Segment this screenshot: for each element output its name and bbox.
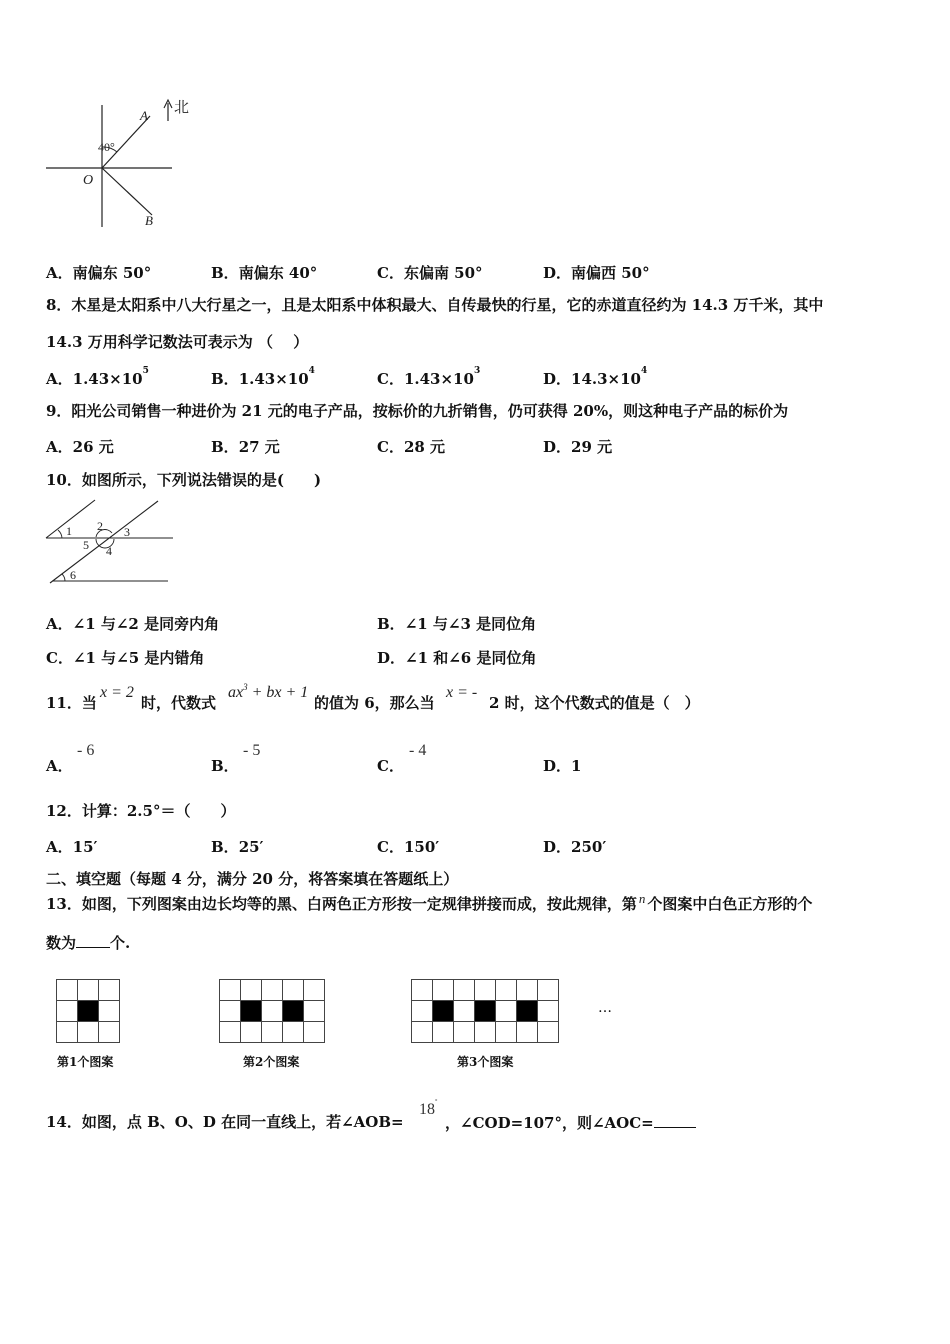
q11-expression: $ax^3$ + bx + 1 [228,682,309,701]
q10-option-d[interactable]: D．∠1 和∠6 是同位角 [377,649,537,667]
angle-2-label: 2 [97,519,103,533]
q14-stem-a: 14．如图，点 B、O、D 在同一直线上，若∠AOB= [46,1113,404,1131]
point-b-label: B [145,213,153,228]
q14-stem-b: ，∠COD=107°，则∠AOC= [445,1113,696,1132]
q11-condition-x-eq-neg: x = - [446,684,478,701]
angle-6-label: 6 [70,568,76,582]
angle-3-label: 3 [124,525,130,539]
q14-answer-blank[interactable] [654,1113,696,1128]
q13-answer-blank[interactable] [76,933,110,948]
q8-stem-line1: 8．木星是太阳系中八大行星之一，且是太阳系中体积最大、自传最快的行星，它的赤道直径约为 14.3 万千米，其中 [46,296,824,314]
q11-option-c-value: - 4 [409,742,427,759]
q7-option-a[interactable]: A．南偏东 50° [46,264,152,282]
q8-stem-line2: 14.3 万用科学记数法可表示为 （ ） [46,333,309,351]
pattern-1 [56,979,122,1045]
q9-option-c[interactable]: C．28 元 [377,438,446,456]
q11-option-c[interactable]: C． [377,757,404,775]
q11-option-b-value: - 5 [243,742,261,759]
q10-option-c[interactable]: C．∠1 与∠5 是内错角 [46,649,205,667]
point-o-label: O [83,173,94,188]
q10-stem: 10．如图所示，下列说法错误的是( ) [46,471,322,489]
angle-40-label: 40° [98,140,115,154]
q7-option-c[interactable]: C．东偏南 50° [377,264,483,282]
q11-option-d[interactable]: D．1 [543,757,582,775]
north-label: 北 [174,100,190,116]
q10-option-a[interactable]: A．∠1 与∠2 是同旁内角 [46,615,220,633]
angle-1-label: 1 [66,524,72,538]
q7-option-b[interactable]: B．南偏东 40° [211,264,318,282]
q9-option-b[interactable]: B．27 元 [211,438,280,456]
pattern-3-caption: 第3个图案 [457,1055,514,1069]
q9-stem: 9．阳光公司销售一种进价为 21 元的电子产品，按标价的九折销售，仍可获得 20%，则这种电子产品的标价为 [46,402,789,420]
q14-angle-value: 18° [419,1099,438,1118]
q12-stem: 12．计算：2.5°＝（ ） [46,802,236,820]
q8-option-d[interactable]: D．$14.3\times 10^4$ [543,366,648,388]
pattern-2 [219,979,329,1045]
section-2-title: 二、填空题（每题 4 分，满分 20 分，将答案填在答题纸上） [46,870,459,888]
q10-option-b[interactable]: B．∠1 与∠3 是同位角 [377,615,537,633]
point-a-label: A [140,108,148,123]
transversal-angles-figure [40,495,180,590]
q9-option-a[interactable]: A．26 元 [46,438,114,456]
q8-option-a[interactable]: A．$1.43\times 10^5$ [46,366,149,388]
q11-mid1: 时，代数式 [141,694,217,712]
q13-stem-line1: 13．如图，下列图案由边长均等的黑、白两色正方形按一定规律拼接而成，按此规律，第 n 个图案中白色正方形的个 [46,891,813,913]
q11-option-b[interactable]: B． [211,757,239,775]
q12-option-d[interactable]: D．250′ [543,838,607,856]
q7-option-d[interactable]: D．南偏西 50° [543,264,650,282]
q11-mid2: 的值为 6，那么当 [314,694,435,712]
q9-option-d[interactable]: D．29 元 [543,438,613,456]
q11-suffix: 2 时，这个代数式的值是（ ） [489,694,700,712]
q13-stem-line2: 数为 个. [46,934,131,952]
q13-n-variable: n [638,891,646,906]
angle-4-label: 4 [106,544,112,558]
pattern-3 [411,979,565,1045]
q12-option-b[interactable]: B．25′ [211,838,264,856]
pattern-2-caption: 第2个图案 [243,1055,300,1069]
pattern-1-caption: 第1个图案 [57,1055,114,1069]
q8-option-c[interactable]: C．$1.43\times 10^3$ [377,366,481,388]
q11-prefix: 11．当 [46,694,97,712]
q8-option-b[interactable]: B．$1.43\times 10^4$ [211,366,315,388]
angle-5-label: 5 [83,538,89,552]
q12-option-c[interactable]: C．150′ [377,838,440,856]
q11-condition-x-eq-2: x = 2 [100,684,134,701]
compass-direction-figure [40,95,200,235]
pattern-ellipsis: … [598,1000,612,1016]
q11-option-a-value: - 6 [77,742,95,759]
q11-option-a[interactable]: A． [46,757,73,775]
q12-option-a[interactable]: A．15′ [46,838,98,856]
